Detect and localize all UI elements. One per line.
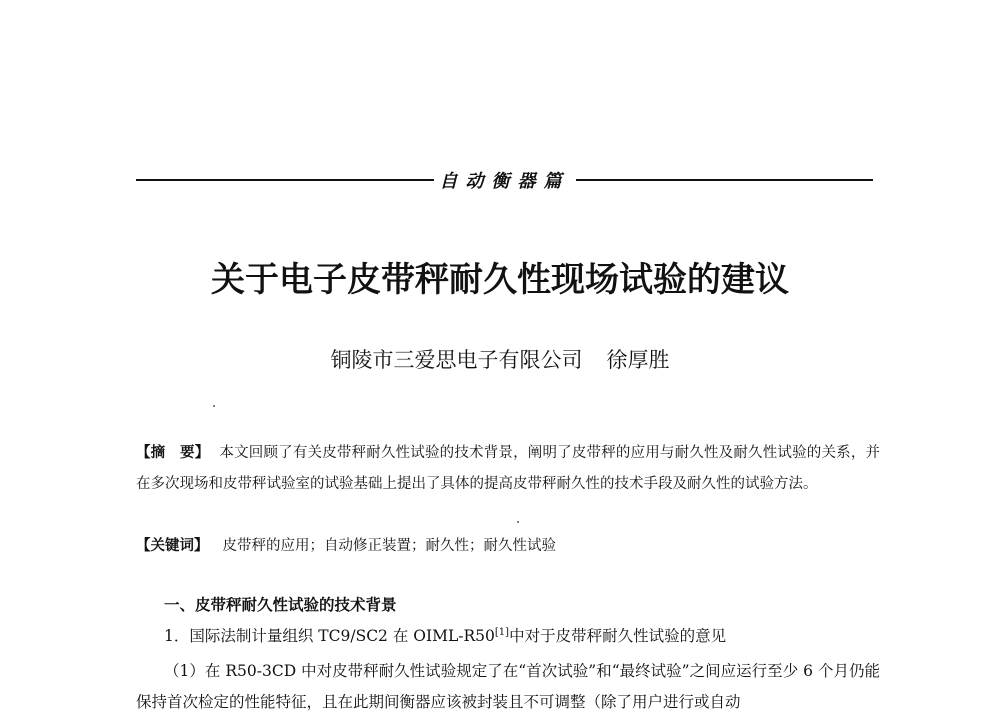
running-header [136, 166, 873, 194]
reference-marker: [1] [494, 626, 510, 638]
affiliation-line [0, 344, 1000, 374]
keywords-label: 【关键词】 [136, 538, 209, 554]
abstract-text: 本文回顾了有关皮带秤耐久性试验的技术背景，阐明了皮带秤的应用与耐久性及耐久性试验的关系，并在多次现场和皮带秤试验室的试验基础上提出了具体的提高皮带秤耐久性的技术手段及耐久性的试验方法。 [136, 445, 880, 492]
scan-speck [213, 405, 215, 407]
keywords [136, 531, 880, 562]
abstract-label: 【摘 要】 [136, 445, 210, 461]
header-section-name: 自动衡器篇 [439, 171, 570, 192]
scan-speck [517, 521, 519, 523]
keywords-text: 皮带秤的应用；自动修正装置；耐久性；耐久性试验 [222, 538, 556, 554]
body-paragraph: （1）在 R50-3CD 中对皮带秤耐久性试验规定了在“首次试验”和“最终试验”之间应运行至少 6 个月仍能保持首次检定的性能特征，且在此期间衡器应该被封装且不可调整（除了用户进行或自动 [136, 662, 880, 711]
subsection-text-after-ref: 中对于皮带秤耐久性试验的意见 [509, 627, 727, 645]
abstract [136, 438, 880, 500]
header-rule-left [136, 179, 434, 181]
article-title: 关于电子皮带秤耐久性现场试验的建议 [211, 260, 789, 300]
subsection-heading [164, 624, 726, 646]
subsection-text-before-ref: 1．国际法制计量组织 TC9/SC2 在 OIML-R50 [164, 627, 495, 645]
header-rule-right [576, 179, 874, 181]
section-heading: 一、皮带秤耐久性试验的技术背景 [164, 596, 397, 614]
organization-name: 铜陵市三爱思电子有限公司 [330, 348, 583, 372]
author-name: 徐厚胜 [606, 348, 670, 372]
